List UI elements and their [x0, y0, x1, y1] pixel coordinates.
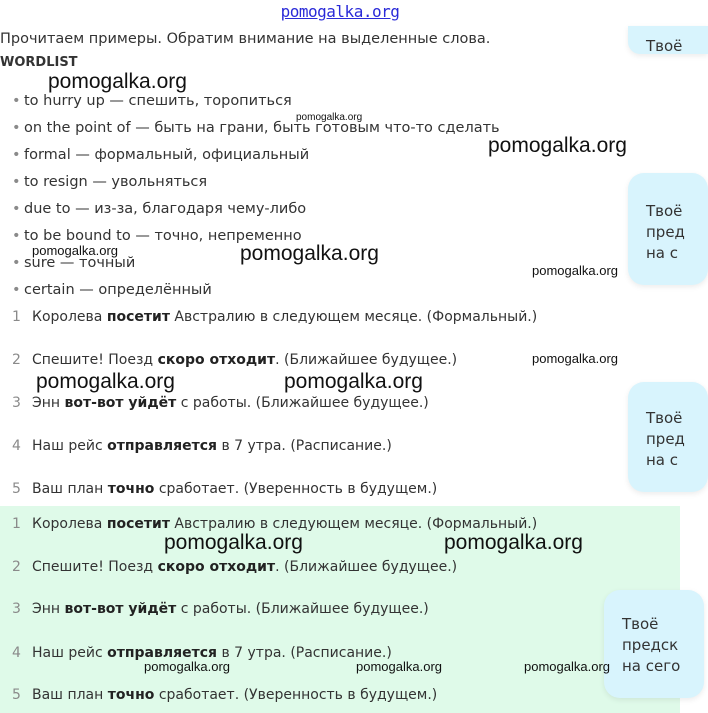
watermark: pomogalka.org	[444, 531, 583, 554]
wordlist-item: • sure — точный	[12, 255, 136, 271]
highlighted-word: вот-вот уйдёт	[64, 601, 177, 617]
highlighted-word: точно	[107, 481, 155, 497]
example-row-highlighted: 2 Спешите! Поезд скоро отходит. (Ближайшее будущее.)	[12, 559, 458, 575]
site-link[interactable]: pomogalka.org	[280, 2, 400, 21]
watermark: pomogalka.org	[296, 112, 363, 123]
chat-bubble-top[interactable]: Твоё	[628, 26, 708, 54]
watermark: pomogalka.org	[144, 659, 230, 674]
wordlist-item: • due to — из-за, благодаря чему-либо	[12, 201, 307, 217]
example-row-highlighted: 4 Наш рейс отправляется в 7 утра. (Расписание.)	[12, 645, 392, 661]
example-row-highlighted: 5 Ваш план точно сработает. (Уверенность в будущем.)	[12, 687, 438, 703]
watermark: pomogalka.org	[532, 263, 618, 278]
intro-text: Прочитаем примеры. Обратим внимание на выделенные слова.	[0, 31, 491, 47]
highlighted-word: точно	[107, 687, 155, 703]
watermark: pomogalka.org	[48, 70, 187, 93]
watermark: pomogalka.org	[356, 659, 442, 674]
watermark: pomogalka.org	[32, 243, 118, 258]
wordlist-item: • on the point of — быть на грани, быть готовым что-то сделать	[12, 120, 500, 136]
watermark: pomogalka.org	[240, 242, 379, 265]
watermark: pomogalka.org	[488, 134, 627, 157]
highlighted-word: отправляется	[107, 438, 217, 454]
highlighted-word: скоро отходит	[157, 352, 276, 368]
example-row: 1 Королева посетит Австралию в следующем месяце. (Формальный.)	[12, 309, 538, 325]
watermark: pomogalka.org	[284, 370, 423, 393]
example-row: 2 Спешите! Поезд скоро отходит. (Ближайшее будущее.)	[12, 352, 458, 368]
example-row: 5 Ваш план точно сработает. (Уверенность в будущем.)	[12, 481, 438, 497]
example-row-highlighted: 3 Энн вот-вот уйдёт с работы. (Ближайшее будущее.)	[12, 601, 429, 617]
highlighted-word: посетит	[106, 309, 170, 325]
wordlist-item: • to resign — увольняться	[12, 174, 208, 190]
highlighted-word: отправляется	[107, 645, 217, 661]
wordlist-item-text: formal — формальный, официальный	[24, 147, 310, 163]
highlighted-word: скоро отходит	[157, 559, 276, 575]
watermark: pomogalka.org	[164, 531, 303, 554]
wordlist-item: • certain — определённый	[12, 282, 212, 298]
wordlist-heading: WORDLIST	[0, 55, 78, 70]
wordlist-item-text: certain — определённый	[24, 282, 212, 298]
wordlist-item: • to be bound to — точно, непременно	[12, 228, 302, 244]
example-row: 4 Наш рейс отправляется в 7 утра. (Расписание.)	[12, 438, 392, 454]
chat-bubble[interactable]: Твоё пред на с	[628, 382, 708, 492]
wordlist-item: • to hurry up — спешить, торопиться	[12, 93, 292, 109]
wordlist-item-text: sure — точный	[24, 255, 136, 271]
chat-bubble[interactable]: Твоё предск на сего	[604, 590, 704, 698]
watermark: pomogalka.org	[524, 659, 610, 674]
highlighted-word: вот-вот уйдёт	[64, 395, 177, 411]
wordlist-item-text: due to — из-за, благодаря чему-либо	[24, 201, 307, 217]
watermark: pomogalka.org	[36, 370, 175, 393]
watermark: pomogalka.org	[532, 351, 618, 366]
highlighted-word: посетит	[106, 516, 170, 532]
example-row-highlighted: 1 Королева посетит Австралию в следующем месяце. (Формальный.)	[12, 516, 538, 532]
wordlist-item-text: on the point of — быть на грани, быть готовым что-то сделать	[24, 120, 500, 136]
wordlist-item-text: to be bound to — точно, непременно	[24, 228, 302, 244]
wordlist-item-text: to resign — увольняться	[24, 174, 208, 190]
example-row: 3 Энн вот-вот уйдёт с работы. (Ближайшее будущее.)	[12, 395, 429, 411]
chat-bubble[interactable]: Твоё пред на с	[628, 173, 708, 285]
wordlist-item-text: to hurry up — спешить, торопиться	[24, 93, 292, 109]
wordlist-item: • formal — формальный, официальный	[12, 147, 310, 163]
